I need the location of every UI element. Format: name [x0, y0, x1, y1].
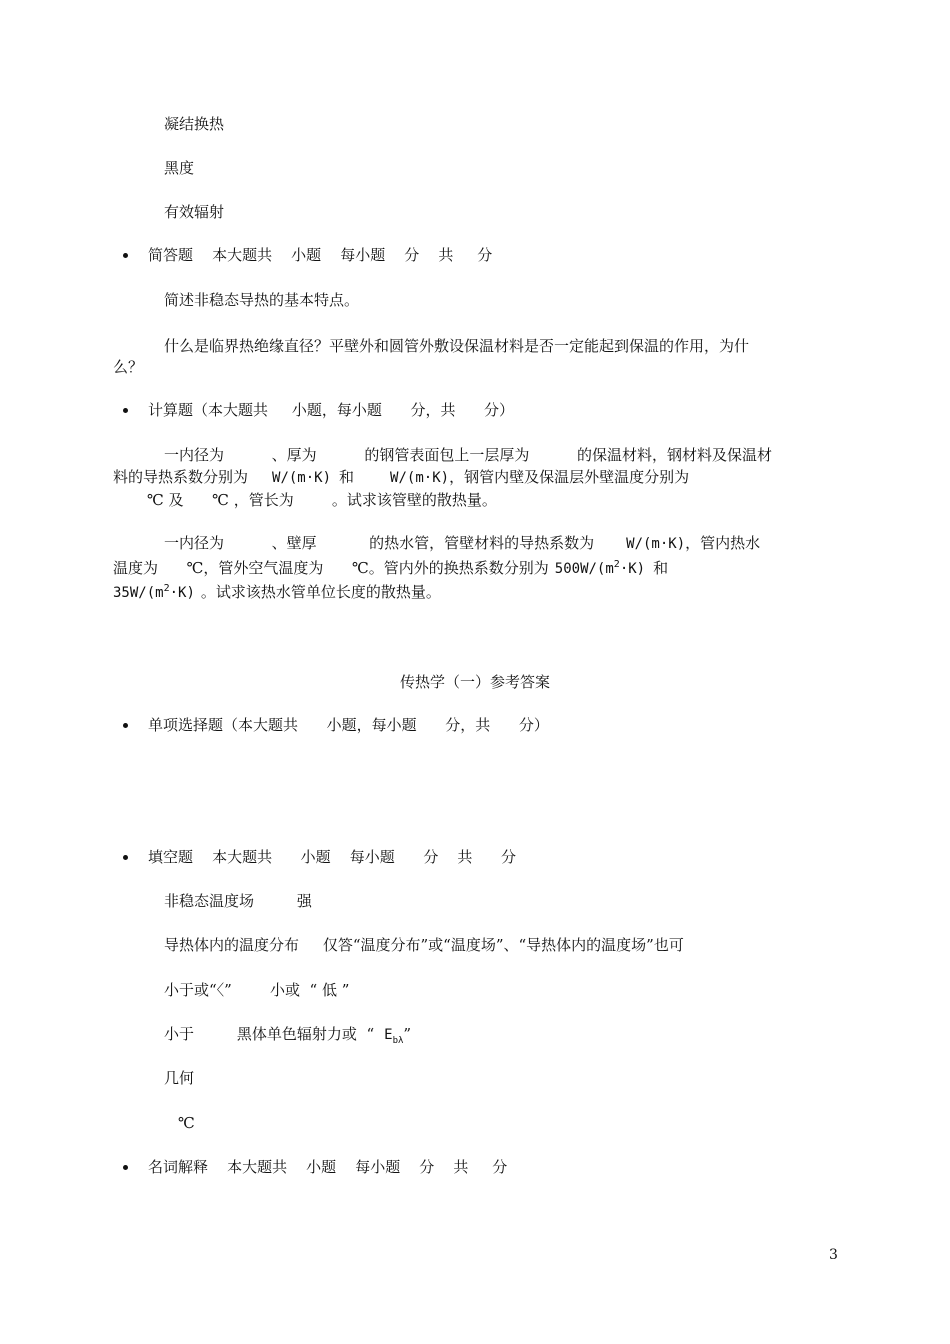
page-number: 3 [829, 1247, 838, 1263]
fill-answer-1: 非稳态温度场 强 [164, 892, 312, 910]
short-answer-q1: 简述非稳态导热的基本特点。 [164, 291, 360, 309]
calc-p2-line2: 温度为 ℃，管外空气温度为 ℃。管内外的换热系数分别为 $500W/(m^2\cdot K)$ 和 [113, 559, 669, 577]
calc-p1-line2: 料的导热系数分别为 W/(m·K) 和 W/(m·K)，钢管内壁及保温层外壁温度分别为 [113, 468, 690, 486]
calc-p1-line1: 一内径为 、厚为 的钢管表面包上一层厚为 的保温材料，钢材料及保温材 [164, 446, 773, 464]
calc-p2-line1: 一内径为 、壁厚 的热水管，管壁材料的导热系数为 W/(m·K)，管内热水 [164, 534, 761, 552]
calc-p2-line3: $35W/(m^2\cdot K)$ 。试求该热水管单位长度的散热量。 [113, 583, 441, 601]
calc-header: 计算题（本大题共 小题，每小题 分，共 分） [148, 401, 515, 419]
bullet-icon [123, 855, 128, 860]
answers-title: 传热学（一）参考答案 [399, 673, 550, 691]
short-answer-q2-line1: 什么是临界热绝缘直径？平壁外和圆管外敷设保温材料是否一定能起到保温的作用，为什 [164, 337, 750, 355]
bullet-icon [123, 408, 128, 413]
bullet-icon [123, 1165, 128, 1170]
fill-answer-4: 小于 黑体单色辐射力或 “ $E_{b\lambda}$” [164, 1025, 412, 1046]
term-effective-radiation: 有效辐射 [164, 203, 225, 221]
term-emissivity: 黑度 [164, 159, 195, 177]
terms-header: 名词解释 本大题共 小题 每小题 分 共 分 [148, 1158, 508, 1176]
bullet-icon [123, 253, 128, 258]
fill-answer-2: 导热体内的温度分布 仅答“温度分布”或“温度场”、“导热体内的温度场”也可 [164, 936, 684, 954]
fill-answer-6: ℃ [178, 1114, 195, 1132]
short-answer-header: 简答题 本大题共 小题 每小题 分 共 分 [148, 246, 493, 264]
fill-answer-5: 几何 [164, 1069, 195, 1087]
term-condensation: 凝结换热 [164, 115, 225, 133]
short-answer-q2-line2: 么？ [113, 358, 144, 376]
fill-blank-header: 填空题 本大题共 小题 每小题 分 共 分 [148, 848, 517, 866]
bullet-icon [123, 723, 128, 728]
single-choice-header: 单项选择题（本大题共 小题，每小题 分，共 分） [148, 716, 549, 734]
fill-answer-3: 小于或“〈” 小或 “ 低 ” [164, 981, 350, 999]
calc-p1-line3: ℃ 及 ℃ ，管长为 。试求该管壁的散热量。 [147, 491, 497, 509]
